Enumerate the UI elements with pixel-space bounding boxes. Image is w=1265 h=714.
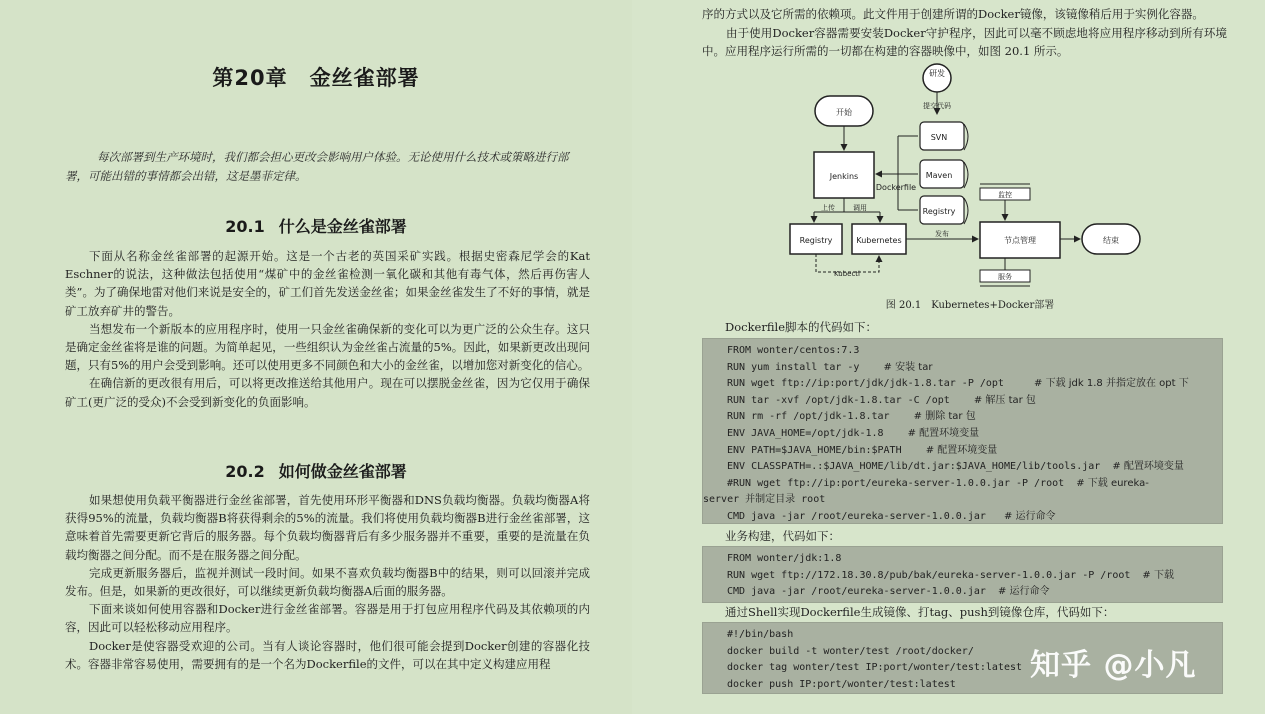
code-line [727,376,1222,393]
end-label: 结束 [1103,236,1119,245]
chapter-number: 第20章 [212,66,288,90]
publish-label: 发布 [935,230,949,238]
paragraph: 下面来谈如何使用容器和Docker进行金丝雀部署。容器是用于打包应用程序代码及其依赖项的内容，因此可以轻松移动应用程序。 [65,602,590,635]
deployment-diagram [780,62,1160,312]
section-number: 20.2 [225,462,265,481]
code-text: docker tag wonter/test IP:port/wonter/test:latest [727,662,1023,674]
watermark: 知乎 @小凡 [1030,648,1197,683]
jenkins-label: Jenkins [829,172,859,181]
code-lead-2: 业务构建，代码如下： [725,529,840,543]
code-line [727,476,1222,493]
section-heading-20-1 [0,214,632,237]
commit-label: 提交代码 [923,102,951,110]
code-text: server 并制定目录 root [703,494,826,506]
code-block-dockerfile [702,338,1223,524]
code-comment: # 下载 [1142,569,1174,581]
code-comment: # 安装 tar [883,361,933,373]
paragraph: 序的方式以及它所需的依赖项。此文件用于创建所谓的Docker镜像，该镜像稍后用于实例化容器。 [702,7,1204,21]
paragraph: 当想发布一个新版本的应用程序时，使用一只金丝雀确保新的变化可以为更广泛的公众生存。这只是确定金丝雀将是谁的问题。为简单起见，一些组织认为金丝雀占流量的5%。因此，如果新更改出现问题，只有5%的用户会受到影响。还可以使用更多不同颜色和大小的金丝雀，以增加您对新变化的信心。 [65,321,590,373]
code-comment: # 配置环境变量 [907,427,980,439]
code-line [727,343,1222,360]
section-title: 如何做金丝雀部署 [278,462,407,481]
maven-label: Maven [925,171,953,180]
code-text: #RUN wget ftp://ip:port/eureka-server-1.0.0.jar -P /root [727,477,1077,489]
service-label: 服务 [998,273,1012,281]
code-text: RUN rm -rf /opt/jdk-1.8.tar [727,411,914,423]
paragraph: Docker是使容器受欢迎的公司。当有人谈论容器时，他们很可能会提到Docker创建的容器化技术。容器非常容易使用，需要拥有的是一个名为Dockerfile的文件，可以在其中定义构建应用程 [65,638,590,671]
code-text: RUN wget ftp://ip:port/jdk/jdk-1.8.tar -P /opt [727,378,1035,390]
code-text: RUN wget ftp://172.18.30.8/pub/bak/eureka-server-1.0.0.jar -P /root [727,569,1143,581]
section-20-2-body [65,491,590,673]
registry-top-label: Registry [922,207,956,216]
code-comment: # 下载 eureka- [1076,477,1149,489]
diagram-svg [780,62,1160,297]
code-comment: # 运行命令 [997,586,1050,598]
code-line [727,443,1222,460]
code-line [727,393,1222,410]
code-text: ENV PATH=$JAVA_HOME/bin:$PATH [727,444,926,456]
code-line [727,360,1222,377]
paragraph: 在确信新的更改很有用后，可以将更改推送给其他用户。现在可以摆脱金丝雀，因为它仅用于确保矿工(更广泛的受众)不会受到新变化的负面影响。 [65,376,590,409]
code-text: CMD java -jar /root/eureka-server-1.0.0.jar [727,510,1004,522]
code-text: docker build -t wonter/test /root/docker/ [727,645,974,657]
code-line [727,509,1222,524]
kubernetes-label: Kubernetes [856,236,902,245]
section-heading-20-2 [0,459,632,482]
code-comment: # 解压 tar 包 [973,394,1036,406]
paragraph: 下面从名称金丝雀部署的起源开始。这是一个古老的英国采矿实践。根据史密森尼学会的Kat Eschner的说法，这种做法包括使用“煤矿中的金丝雀检测一氧化碳和其他有毒气体，然后再伤害人类”。为了确保地雷对他们来说是安全的，矿工们首先发送金丝雀；如果金丝雀发生了不好的事情，就是矿工放弃矿井的警告。 [65,249,590,318]
code-comment: # 配置环境变量 [1112,461,1184,473]
code-text: RUN tar -xvf /opt/jdk-1.8.tar -C /opt [727,394,974,406]
code-lead-1: Dockerfile脚本的代码如下： [725,320,878,334]
dockerfile-label: Dockerfile [875,183,917,192]
chapter-name: 金丝雀部署 [309,66,420,90]
dev-label: 研发 [929,69,945,78]
code-text: RUN yum install tar -y [727,361,884,373]
code-text: ENV CLASSPATH=.:$JAVA_HOME/lib/dt.jar:$JAVA_HOME/lib/tools.jar [727,461,1113,473]
code-line [727,426,1222,443]
section-title: 什么是金丝雀部署 [278,217,407,236]
code-comment: # 配置环境变量 [925,444,998,456]
code-lead-3: 通过Shell实现Dockerfile生成镜像、打tag、push到镜像仓库，代码如下： [725,605,1115,619]
code-line [727,584,1222,601]
registry-label: Registry [799,236,833,245]
code-text: FROM wonter/jdk:1.8 [727,553,842,564]
kubectl-label: Kubectl [834,270,860,278]
paragraph: 由于使用Docker容器需要安装Docker守护程序，因此可以毫不顾虑地将应用程序移动到所有环境中。应用程序运行所需的一切都在构建的容器映像中，如图 20.1 所示。 [702,25,1227,58]
code-line [727,459,1222,476]
monitor-label: 监控 [998,191,1012,199]
code-text: FROM wonter/centos:7.3 [727,345,860,356]
code-text: #!/bin/bash [727,629,794,640]
chapter-intro: 每次部署到生产环境时，我们都会担心更改会影响用户体验。无论使用什么技术或策略进行部署，可能出错的事情都会出错，这是墨菲定律。 [65,150,569,183]
code-comment: # 删除 tar 包 [913,411,976,423]
code-line [727,568,1222,585]
code-text: docker push IP:port/wonter/test:latest [727,678,956,690]
code-line [727,409,1222,426]
node-mgmt-label: 节点管理 [1004,236,1036,245]
call-label: 调用 [853,204,867,212]
section-20-1-body [65,247,590,411]
figure-caption: 图 20.1 Kubernetes+Docker部署 [885,300,1055,311]
code-comment: # 下载 jdk 1.8 并指定放在 opt 下 [1034,378,1189,390]
code-comment: # 运行命令 [1003,510,1056,522]
code-text: ENV JAVA_HOME=/opt/jdk-1.8 [727,427,908,439]
paragraph: 如果想使用负载平衡器进行金丝雀部署，首先使用环形平衡器和DNS负载均衡器。负载均衡器A将获得95%的流量，负载均衡器B将获得剩余的5%的流量。我们将使用负载均衡器B进行金丝雀部署，这意味着首先需要更新它背后的服务器。每个负载均衡器背后有多少服务器并不重要，重要的是流量在负载均衡器之间分配。而不是在服务器之间分配。 [65,493,590,562]
right-top-text [702,5,1227,61]
upload-label: 上传 [821,204,835,212]
code-text: CMD java -jar /root/eureka-server-1.0.0.jar [727,586,998,598]
section-number: 20.1 [225,217,265,236]
start-label: 开始 [836,108,852,117]
svn-label: SVN [930,133,948,142]
paragraph: 完成更新服务器后，监视并测试一段时间。如果不喜欢负载均衡器B中的结果，则可以回滚并完成发布。但是，如果新的更改很好，可以继续更新负载均衡器A后面的服务器。 [65,565,590,599]
code-line [727,551,1222,568]
chapter-title [0,62,632,92]
code-block-build [702,546,1223,603]
code-line [703,492,1222,509]
